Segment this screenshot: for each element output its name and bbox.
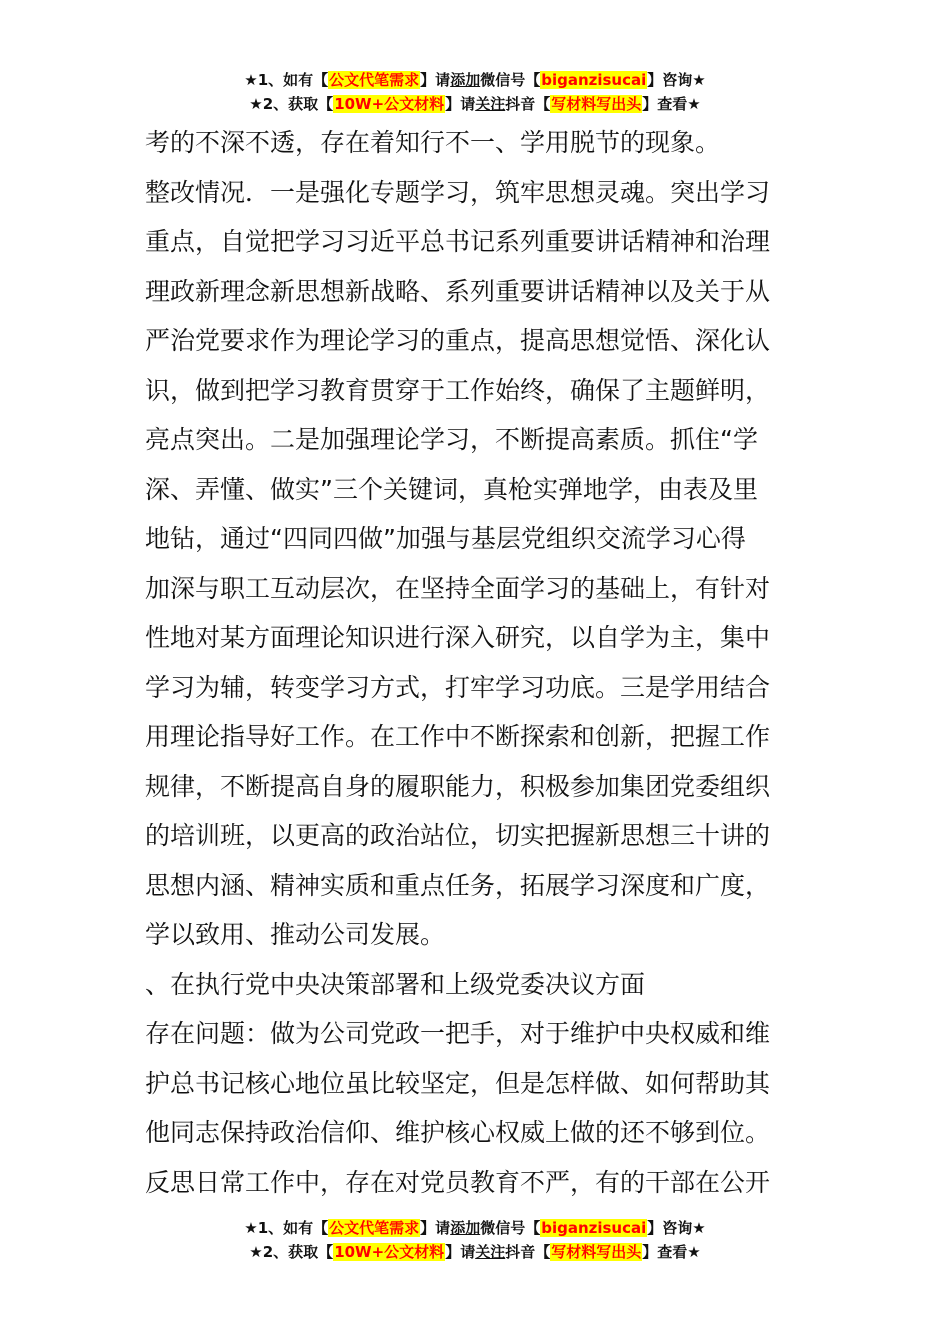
body-line: 整改情况．一是强化专题学习，筑牢思想灵魂。突出学习: [145, 177, 771, 207]
body-line: 理政新理念新思想新战略、系列重要讲话精神以及关于从: [145, 276, 771, 306]
douyin-account: 写材料写出头: [551, 95, 642, 113]
banner-text: ★2、获取【: [249, 1243, 334, 1261]
banner-text: 】请: [420, 1219, 451, 1237]
body-line: 存在问题：做为公司党政一把手，对于维护中央权威和维: [145, 1019, 771, 1048]
banner-text: 】查看★: [642, 95, 701, 113]
banner-text: 】咨询★: [647, 1219, 706, 1237]
body-line: 他同志保持政治信仰、维护核心权威上做的还不够到位。: [145, 1118, 771, 1147]
banner-line-2: [0, 92, 950, 116]
body-line: 反思日常工作中，存在对党员教育不严，有的干部在公开: [145, 1167, 771, 1197]
banner-text: 微信号【: [480, 71, 541, 89]
body-line: 严治党要求作为理论学习的重点，提高思想觉悟、深化认: [145, 326, 771, 355]
body-line: 识，做到把学习教育贯穿于工作始终，确保了主题鲜明，: [145, 375, 771, 405]
body-line: 地钻，通过“四同四做”加强与基层党组织交流学习心得: [145, 524, 746, 553]
banner-text: 】请: [445, 95, 476, 113]
body-line: 思想内涵、精神实质和重点任务，拓展学习深度和广度，: [145, 870, 771, 900]
banner-line-2: [0, 1240, 950, 1264]
underlined-text: 添加: [450, 71, 481, 89]
banner-text: 】查看★: [642, 1243, 701, 1261]
banner-text: 抖音【: [505, 1243, 551, 1261]
banner-line-1: [0, 68, 950, 92]
banner-line-1: [0, 1216, 950, 1240]
banner-text: 】请: [445, 1243, 476, 1261]
footer-banner: [0, 1216, 950, 1264]
body-line: 用理论指导好工作。在工作中不断探索和创新，把握工作: [145, 722, 771, 751]
underlined-text: 关注: [475, 1243, 506, 1261]
highlight-text: 公文代笔需求: [329, 71, 420, 89]
body-line: 规律，不断提高自身的履职能力，积极参加集团党委组织: [145, 771, 771, 801]
body-line: 学习为辅，转变学习方式，打牢学习功底。三是学用结合: [145, 672, 771, 702]
wechat-id: biganzisucai: [541, 1219, 647, 1237]
banner-text: 】咨询★: [647, 71, 706, 89]
underlined-text: 添加: [450, 1219, 481, 1237]
highlight-text: 公文代笔需求: [329, 1219, 420, 1237]
body-line: 加深与职工互动层次，在坚持全面学习的基础上，有针对: [145, 573, 771, 603]
header-banner: [0, 68, 950, 116]
banner-text: 微信号【: [480, 1219, 541, 1237]
body-line: 亮点突出。二是加强理论学习，不断提高素质。抓住“学: [145, 425, 758, 454]
section-heading: 、在执行党中央决策部署和上级党委决议方面: [145, 969, 646, 999]
banner-text: ★1、如有【: [244, 71, 329, 89]
banner-text: ★2、获取【: [249, 95, 334, 113]
body-line: 护总书记核心地位虽比较坚定，但是怎样做、如何帮助其: [145, 1068, 771, 1098]
document-body: [145, 118, 810, 1207]
body-line: 深、弄懂、做实”三个关键词，真枪实弹地学，由表及里: [145, 474, 758, 504]
body-line: 重点，自觉把学习习近平总书记系列重要讲话精神和治理: [145, 227, 771, 256]
body-line: 性地对某方面理论知识进行深入研究，以自学为主，集中: [145, 623, 771, 652]
wechat-id: biganzisucai: [541, 71, 647, 89]
banner-text: 】请: [420, 71, 451, 89]
underlined-text: 关注: [475, 95, 506, 113]
banner-text: 抖音【: [505, 95, 551, 113]
banner-text: ★1、如有【: [244, 1219, 329, 1237]
body-line: 的培训班，以更高的政治站位，切实把握新思想三十讲的: [145, 821, 771, 850]
body-line: 考的不深不透，存在着知行不一、学用脱节的现象。: [145, 128, 721, 157]
body-line: 学以致用、推动公司发展。: [145, 920, 446, 949]
highlight-text: 10W+公文材料: [334, 95, 445, 113]
highlight-text: 10W+公文材料: [334, 1243, 445, 1261]
douyin-account: 写材料写出头: [551, 1243, 642, 1261]
